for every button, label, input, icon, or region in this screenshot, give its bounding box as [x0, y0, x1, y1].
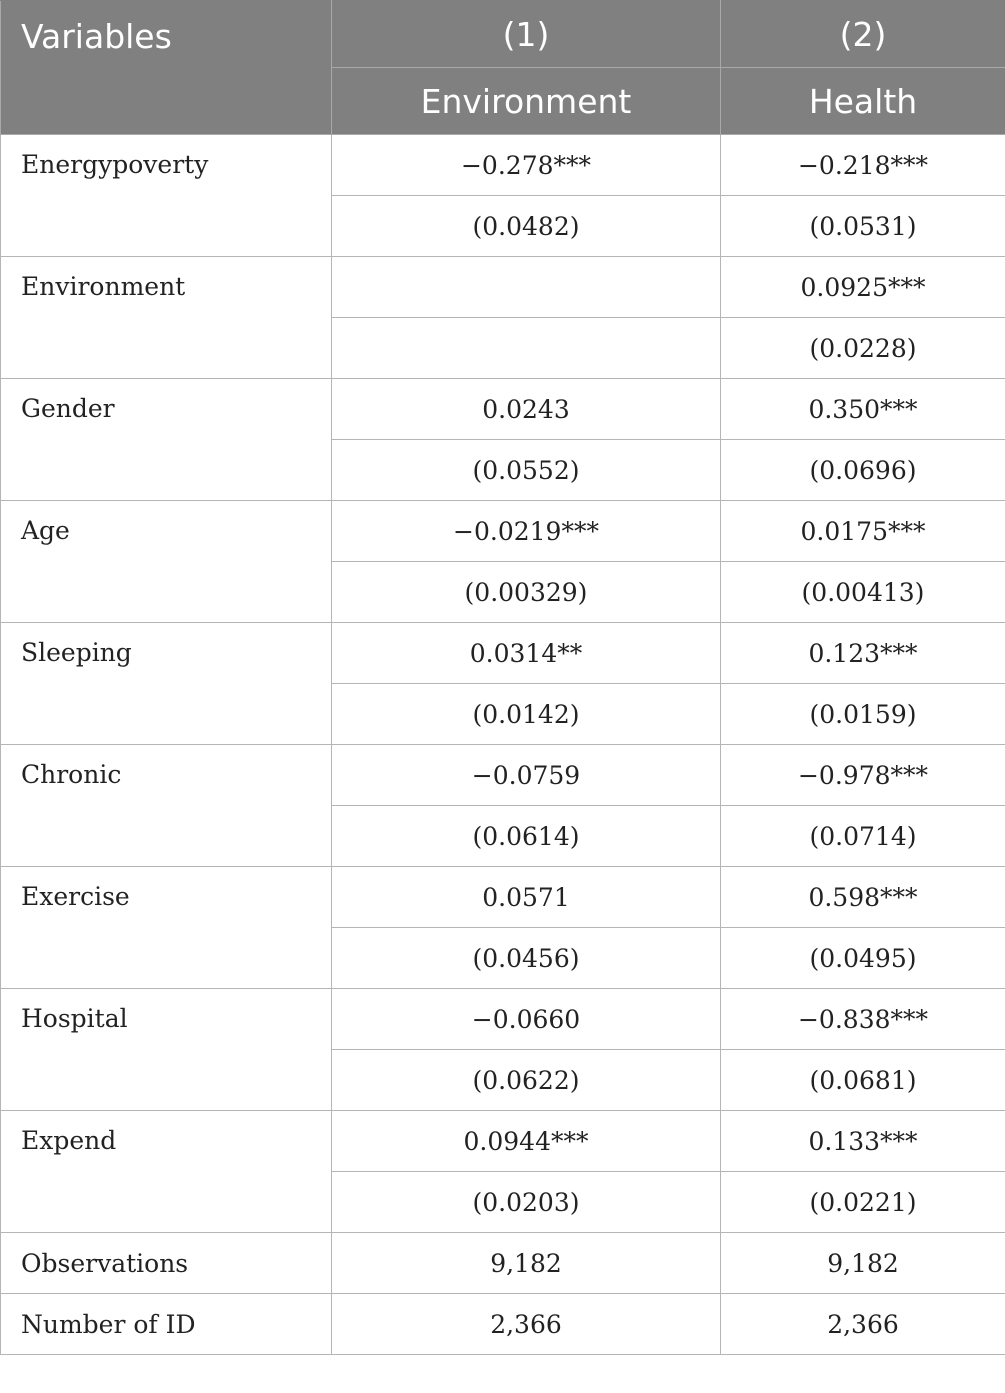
- table-body: [1, 135, 1005, 1355]
- standard-error-cell: (0.00413): [721, 562, 1005, 623]
- table-row: [1, 501, 1005, 562]
- variable-name: Age: [1, 501, 332, 623]
- column-1-name: Environment: [332, 68, 721, 135]
- variable-name: Sleeping: [1, 623, 332, 745]
- coefficient-cell: 0.0314**: [332, 623, 721, 684]
- number-of-id-value: 2,366: [721, 1294, 1005, 1355]
- number-of-id-label: Number of ID: [1, 1294, 332, 1355]
- standard-error-cell: (0.00329): [332, 562, 721, 623]
- variable-name: Environment: [1, 257, 332, 379]
- number-of-id-value: 2,366: [332, 1294, 721, 1355]
- coefficient-cell: [332, 257, 721, 318]
- standard-error-cell: (0.0714): [721, 806, 1005, 867]
- standard-error-cell: (0.0531): [721, 196, 1005, 257]
- coefficient-cell: 0.123***: [721, 623, 1005, 684]
- standard-error-cell: [332, 318, 721, 379]
- table-row: [1, 1233, 1005, 1294]
- coefficient-cell: 0.0944***: [332, 1111, 721, 1172]
- coefficient-cell: −0.218***: [721, 135, 1005, 196]
- table-row: [1, 745, 1005, 806]
- standard-error-cell: (0.0681): [721, 1050, 1005, 1111]
- coefficient-cell: 0.0243: [332, 379, 721, 440]
- coefficient-cell: −0.278***: [332, 135, 721, 196]
- coefficient-cell: 0.0925***: [721, 257, 1005, 318]
- standard-error-cell: (0.0614): [332, 806, 721, 867]
- standard-error-cell: (0.0696): [721, 440, 1005, 501]
- standard-error-cell: (0.0456): [332, 928, 721, 989]
- table-header: [1, 1, 1005, 135]
- variables-header: Variables: [1, 1, 332, 135]
- coefficient-cell: 0.598***: [721, 867, 1005, 928]
- variable-name: Chronic: [1, 745, 332, 867]
- table-row: [1, 989, 1005, 1050]
- coefficient-cell: −0.0660: [332, 989, 721, 1050]
- standard-error-cell: (0.0622): [332, 1050, 721, 1111]
- standard-error-cell: (0.0495): [721, 928, 1005, 989]
- column-1-number: (1): [332, 1, 721, 68]
- table-row: [1, 867, 1005, 928]
- observations-value: 9,182: [721, 1233, 1005, 1294]
- variable-name: Exercise: [1, 867, 332, 989]
- variable-name: Hospital: [1, 989, 332, 1111]
- coefficient-cell: 0.133***: [721, 1111, 1005, 1172]
- table-row: [1, 379, 1005, 440]
- column-2-name: Health: [721, 68, 1005, 135]
- standard-error-cell: (0.0203): [332, 1172, 721, 1233]
- column-2-number: (2): [721, 1, 1005, 68]
- table-row: [1, 135, 1005, 196]
- standard-error-cell: (0.0482): [332, 196, 721, 257]
- coefficient-cell: −0.0219***: [332, 501, 721, 562]
- observations-value: 9,182: [332, 1233, 721, 1294]
- table-row: [1, 257, 1005, 318]
- table-row: [1, 1111, 1005, 1172]
- coefficient-cell: 0.350***: [721, 379, 1005, 440]
- standard-error-cell: (0.0228): [721, 318, 1005, 379]
- coefficient-cell: −0.0759: [332, 745, 721, 806]
- table-row: [1, 1294, 1005, 1355]
- standard-error-cell: (0.0552): [332, 440, 721, 501]
- observations-label: Observations: [1, 1233, 332, 1294]
- variable-name: Expend: [1, 1111, 332, 1233]
- variable-name: Gender: [1, 379, 332, 501]
- standard-error-cell: (0.0221): [721, 1172, 1005, 1233]
- table-row: [1, 623, 1005, 684]
- coefficient-cell: 0.0175***: [721, 501, 1005, 562]
- standard-error-cell: (0.0159): [721, 684, 1005, 745]
- coefficient-cell: −0.838***: [721, 989, 1005, 1050]
- variable-name: Energypoverty: [1, 135, 332, 257]
- coefficient-cell: 0.0571: [332, 867, 721, 928]
- standard-error-cell: (0.0142): [332, 684, 721, 745]
- coefficient-cell: −0.978***: [721, 745, 1005, 806]
